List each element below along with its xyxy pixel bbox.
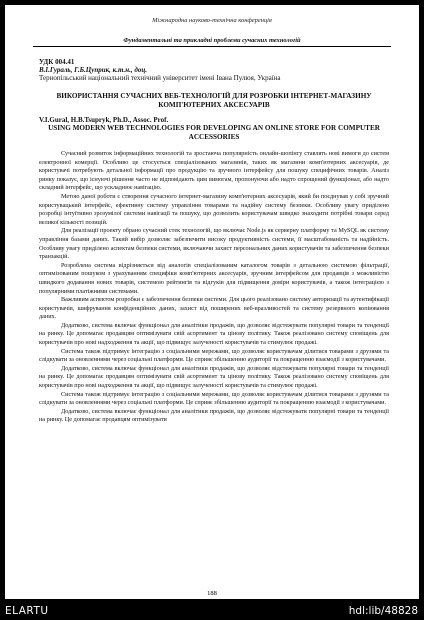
viewer-footer	[0, 602, 424, 620]
article-title: ВИКОРИСТАННЯ СУЧАСНИХ ВЕБ-ТЕХНОЛОГІЙ ДЛЯ РОЗРОБКИ ІНТЕРНЕТ-МАГАЗИНУ КОМП'ЮТЕРНИХ АКСЕСУАРІВ	[56, 92, 372, 109]
paragraph: Для реалізації проекту обрано сучасний стек технологій, що включає Node.js як серверну платформу та MySQL як систему управління базами даних. Такий вибір дозволяє забезпечити високу продуктивність системи, її масштабованість та надійність. Особливу увагу приділено аспектам безпеки системи, включаючи захист персональних даних користувачів та забезпечення безпеки транзакцій.	[39, 227, 389, 261]
paragraph: Додатково, система включає функціонал для аналітики продажів, що дозволяє відстежувати популярні товари та тенденції на ринку. Це допомагає продавцям оптимізувати свій асортимент та цінову політику. Також реалізовано систему сповіщень для користувачів про нові надходження та акції, що підвищує залученості користувачів та стимулює продажі.	[39, 321, 389, 347]
repository-label: ELARTU	[5, 605, 49, 617]
paragraph: Система також підтримує інтеграцію з соціальними мережами, що дозволяє користувачам ділитися товарами з друзями та слідкувати за оновленнями через соціальні платформи. Це сприяє збільшенню аудиторії та покращенню взаємодії з користувачами.	[39, 347, 389, 364]
handle-label: hdl:lib/48828	[348, 605, 418, 617]
english-authors: V.I.Gural, H.B.Tsupryk, Ph.D., Assoc. Prof.	[39, 116, 169, 124]
paragraph: Метою даної роботи є створення сучасного інтернет-магазину комп'ютерних аксесуарів, який би поєднував у собі зручний користувацький інтерфейс, ефективну систему управління товарами та надійну систему безпеки. Особливу увагу приділено розробці інтуїтивно зрозумілої системи навігації та пошуку, що дозволить користувачам швидко знаходити потрібні товари серед великої кількості позицій.	[39, 192, 389, 226]
paragraph: Система також підтримує інтеграцію з соціальними мережами, що дозволяє користувачам ділитися товарами з друзями та слідкувати за оновленнями через соціальні платформи. Це сприяє збільшенню аудиторії та покращенню взаємодії з користувачами.	[39, 390, 389, 407]
article-body	[5, 58, 419, 425]
english-title: USING MODERN WEB TECHNOLOGIES FOR DEVELOPING AN ONLINE STORE FOR COMPUTER ACCESSORIES	[48, 124, 380, 141]
paragraph: Додатково, система включає функціонал для аналітики продажів, що дозволяє відстежувати популярні товари та тенденції на ринку. Це допомагає продавцям оптимізувати	[39, 407, 389, 424]
page-number: 188	[207, 590, 217, 597]
affiliation: Тернопільський національний технічний університет імені Івана Пулюя, Україна	[39, 74, 281, 82]
authors: В.І.Гураль, Г.Б.Цуприк, к.т.н., доц.	[39, 66, 147, 74]
conference-header: Міжнародна науково-технічна конференція	[152, 17, 272, 24]
header-rule	[33, 46, 391, 47]
conference-subtitle: Фундаментальні та прикладні проблеми сучасних технологій	[123, 37, 301, 44]
paragraph: Важливим аспектом розробки є забезпечення безпеки системи. Для цього реалізовано систему авторизації та аутентифікації користувачів, шифрування конфіденційних даних, захист від поширених веб-вразливостей та систему резервного копіювання даних.	[39, 296, 389, 321]
paragraph: Сучасний розвиток інформаційних технологій та зростаюча популярність онлайн-шопінгу ставлять нові вимоги до систем електронної комерції. Особливо це стосується спеціалізованих магазинів, таких як магазини комп'ютерних аксесуарів, де користувачі потребують детальної інформації про продукцію та зручного інтерфейсу для пошуку специфічних товарів. Аналіз ринку показує, що існуючі рішення часто не відповідають цим вимогам, пропонуючи або надто спрощений функціонал, або надто складний інтерфейс, що ускладнює навігацію.	[39, 150, 389, 192]
paragraph: Додатково, система включає функціонал для аналітики продажів, що дозволяє відстежувати популярні товари та тенденції на ринку. Це допомагає продавцям оптимізувати свій асортимент та цінову політику. Також реалізовано систему сповіщень для користувачів про нові надходження та акції, що підвищує залученості користувачів та стимулює продажі.	[39, 364, 389, 390]
paragraph: Розроблена система відрізняється від аналогів спеціалізованим каталогом товарів з детальною системою фільтрації, оптимізованим пошуком з урахуванням специфіки комп'ютерних аксесуарів, зручним інтерфейсом для продавців з можливістю швидкого додавання нових товарів, системою рейтингів та відгуків для підвищення довіри користувачів, а також інтеграцією з популярними платіжними системами.	[39, 261, 389, 295]
document-page	[5, 5, 419, 599]
udk-code: УДК 004.41	[39, 58, 75, 66]
